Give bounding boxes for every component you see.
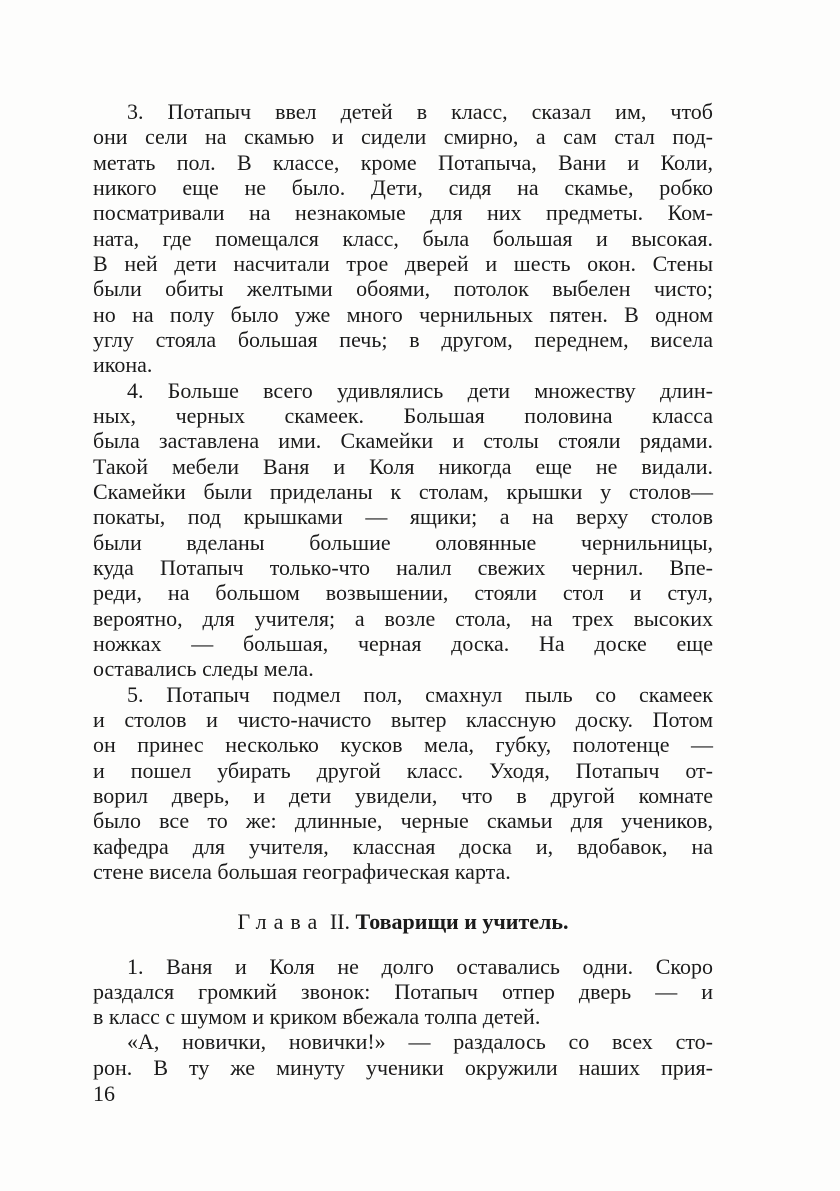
text-line: куда Потапыч только-что налил свежих чернил. Впе- <box>93 554 713 580</box>
text-line: покаты, под крышками — ящики; а на верху столов <box>93 504 713 530</box>
text-line: 5. Потапыч подмел пол, смахнул пыль со скамеек <box>127 681 713 707</box>
text-line: и пошел убирать другой класс. Уходя, Потапыч от- <box>93 757 713 783</box>
text-line: были обиты желтыми обоями, потолок выбелен чисто; <box>93 276 713 302</box>
text-line: кафедра для учителя, классная доска и, вдобавок, на <box>93 833 713 859</box>
text-line: ножках — большая, черная доска. На доске еще <box>93 630 713 656</box>
text-line: 3. Потапыч ввел детей в класс, сказал им, чтоб <box>127 99 713 124</box>
text-line: Скамейки были приделаны к столам, крышки у столов— <box>93 478 713 504</box>
text-line: углу стояла большая печь; в другом, переднем, висела <box>93 326 713 352</box>
text-line: Такой мебели Ваня и Коля никогда еще не видали. <box>93 453 713 479</box>
text-line: 1. Ваня и Коля не долго оставались одни. Скоро <box>127 953 713 979</box>
text-line: стене висела большая географическая карта. <box>93 858 511 884</box>
text-line: 4. Больше всего удивлялись дети множеству длин- <box>127 377 713 403</box>
text-line: раздался громкий звонок: Потапыч отпер дверь — и <box>93 978 713 1004</box>
text-line: он принес несколько кусков мела, губку, полотенце — <box>93 732 713 758</box>
chapter-number: II. <box>329 909 351 935</box>
text-line: посматривали на незнакомые для них предметы. Ком- <box>93 200 713 226</box>
text-line: и столов и чисто-начисто вытер классную доску. Потом <box>93 706 713 732</box>
text-line: В ней дети насчитали трое дверей и шесть окон. Стены <box>93 250 713 276</box>
text-line: были вделаны большие оловянные чернильницы, <box>93 529 713 555</box>
text-line: ных, черных скамеек. Большая половина класса <box>93 402 713 428</box>
text-line: никого еще не было. Дети, сидя на скамье, робко <box>93 174 713 200</box>
text-block <box>93 99 713 1080</box>
chapter-heading <box>93 909 713 934</box>
paragraph-5 <box>93 682 713 885</box>
paragraph-4 <box>93 378 713 682</box>
chapter-word: Глава <box>237 909 325 935</box>
text-line: метать пол. В классе, кроме Потапыча, Вани и Коли, <box>93 149 713 175</box>
page-number: 16 <box>93 1081 115 1106</box>
text-line: рон. В ту же минуту ученики окружили наших прия- <box>93 1054 713 1080</box>
text-line: ната, где помещался класс, была большая и высокая. <box>93 225 713 251</box>
text-line: ворил дверь, и дети увидели, что в другой комнате <box>93 782 713 808</box>
text-line: они сели на скамью и сидели смирно, а сам стал под- <box>93 124 713 150</box>
text-line: «А, новички, новички!» — раздалось со всех сто- <box>127 1029 713 1055</box>
paragraph-3 <box>93 99 713 378</box>
text-line: в класс с шумом и криком вбежала толпа детей. <box>93 1004 541 1030</box>
text-line: оставались следы мела. <box>93 656 314 682</box>
chapter-title: Товарищи и учитель. <box>355 909 569 935</box>
text-line: икона. <box>93 352 153 378</box>
chapter-paragraph-2 <box>93 1029 713 1080</box>
text-line: реди, на большом возвышении, стояли стол и стул, <box>93 580 713 606</box>
text-line: была заставлена ими. Скамейки и столы стояли рядами. <box>93 428 713 454</box>
text-line: но на полу было уже много чернильных пятен. В одном <box>93 301 713 327</box>
text-line: вероятно, для учителя; а возле стола, на трех высоких <box>93 605 713 631</box>
chapter-paragraph-1 <box>93 954 713 1030</box>
text-line: было все то же: длинные, черные скамьи для учеников, <box>93 808 713 834</box>
